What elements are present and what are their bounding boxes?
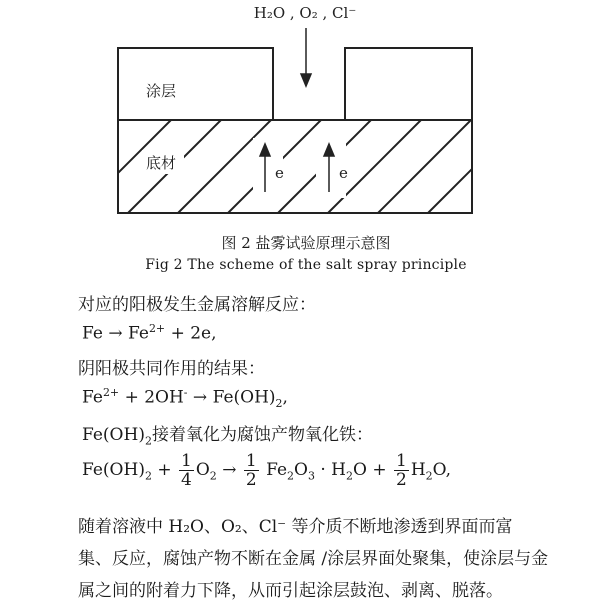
eq2-product: Fe(OH): [212, 387, 276, 408]
eq3-arrow: →: [222, 460, 237, 480]
salt-spray-diagram: [0, 0, 612, 230]
inputs-label: H₂O , O₂ , Cl⁻: [253, 4, 357, 22]
oxidation-prefix: Fe(OH): [82, 425, 145, 445]
fraction-half-2: [394, 452, 409, 489]
eq1-fe: Fe: [82, 323, 103, 344]
eq1-arrow: →: [108, 323, 123, 344]
anode-intro: 对应的阳极发生金属溶解反应：: [78, 295, 316, 315]
down-arrow-icon: [301, 28, 311, 86]
frac1-den: 4: [181, 470, 192, 490]
eq3-o2-sub: 2: [209, 469, 217, 483]
eq1-rest: + 2e,: [170, 323, 217, 344]
equation-1: [82, 322, 217, 344]
eq3-plus: +: [157, 460, 172, 480]
eq3-dot: ·: [320, 460, 326, 480]
eq1-charge: 2+: [148, 322, 166, 335]
eq3-fe2o3-sub1: 2: [287, 469, 295, 483]
equation-3: [82, 452, 451, 489]
paragraph-line-2: 集、反应，腐蚀产物不断在金属 /涂层界面处聚集，使涂层与金: [78, 549, 549, 569]
coating-right-block: [345, 48, 472, 120]
eq3-fe2o3-sub2: 3: [307, 469, 315, 483]
eq2-comma: ,: [282, 387, 288, 408]
eq3-h2o2-o: O,: [432, 460, 452, 480]
eq3-h2o2: H: [410, 460, 426, 480]
eq3-fe: Fe(OH): [82, 460, 145, 480]
coating-label: 涂层: [146, 82, 177, 100]
eq3-plus2: +: [372, 460, 387, 480]
eq3-sub: 2: [144, 469, 152, 483]
eq3-h2o: H: [331, 460, 346, 480]
oxidation-text: 接着氧化为腐蚀产物氧化铁：: [151, 425, 373, 445]
figure-caption-en: Fig 2 The scheme of the salt spray principle: [145, 257, 467, 273]
eq3-h2o-o: O: [353, 460, 367, 480]
eq1-fe2: Fe: [128, 323, 149, 344]
eq2-arrow: →: [192, 387, 208, 408]
electron-label-1: e: [275, 164, 284, 182]
coating-left-block: [118, 48, 273, 120]
paragraph-line-3: 属之间的附着力下降，从而引起涂层鼓泡、剥离、脱落。: [78, 581, 503, 601]
eq3-fe2o3: Fe: [266, 460, 288, 480]
frac2-num: 1: [245, 451, 257, 471]
electron-label-2: e: [339, 164, 348, 182]
frac3-den: 2: [396, 470, 407, 490]
frac1-num: 1: [181, 451, 192, 471]
substrate-label: 底材: [146, 154, 177, 172]
eq3-o2: O: [195, 460, 210, 480]
oxidation-line: [82, 420, 373, 447]
eq3-h2o2-sub: 2: [425, 469, 433, 483]
eq3-fe2o3-o: O: [294, 460, 308, 480]
paragraph-line-1: 随着溶液中 H₂O、O₂、Cl⁻ 等介质不断地渗透到界面而富: [78, 517, 513, 537]
eq2-oh: + 2OH: [124, 387, 184, 408]
fraction-half-1: [244, 452, 259, 489]
oxidation-sub: 2: [144, 434, 152, 448]
eq2-sub: 2: [275, 397, 283, 411]
fraction-quarter: [179, 452, 194, 489]
frac2-den: 2: [245, 470, 257, 490]
eq2-charge: 2+: [102, 386, 120, 399]
eq3-h2o-sub: 2: [346, 469, 353, 483]
figure-caption-cn: 图 2 盐雾试验原理示意图: [221, 234, 391, 252]
combined-intro: 阴阳极共同作用的结果：: [78, 359, 265, 379]
eq2-fe: Fe: [82, 387, 103, 408]
frac3-num: 1: [396, 451, 407, 471]
eq2-oh-charge: -: [183, 386, 188, 399]
equation-2: [82, 386, 288, 410]
